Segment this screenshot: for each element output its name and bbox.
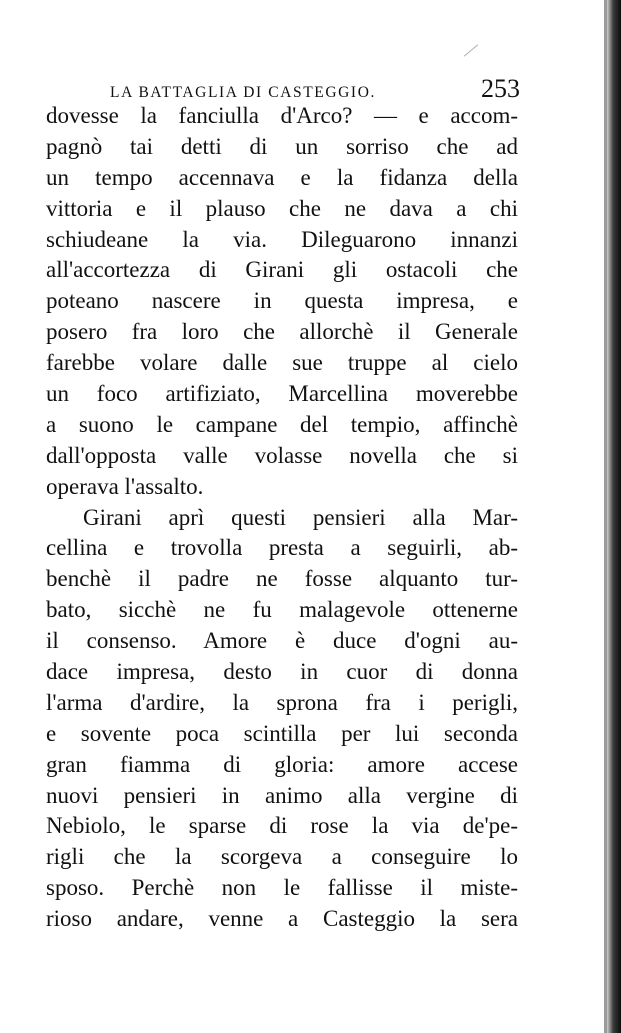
text-line: posero fra loro che allorchè il Generale xyxy=(46,319,518,345)
text-line: farebbe volare dalle sue truppe al cielo xyxy=(46,350,518,376)
text-line: a suono le campane del tempio, affinchè xyxy=(46,411,518,437)
running-title: LA BATTAGLIA DI CASTEGGIO. xyxy=(110,84,376,101)
text-line: dall'opposta valle volasse novella che si xyxy=(46,442,518,468)
text-line: poteano nascere in questa impresa, e xyxy=(46,288,518,314)
text-line: dace impresa, desto in cuor di donna xyxy=(46,659,518,685)
text-line: benchè il padre ne fosse alquanto tur- xyxy=(46,566,518,592)
paragraph-start-line: Girani aprì questi pensieri alla Mar- xyxy=(83,504,518,530)
text-line: vittoria e il plauso che ne dava a chi xyxy=(46,195,518,221)
text-line: sposo. Perchè non le fallisse il miste- xyxy=(46,875,518,901)
text-line: un foco artifiziato, Marcellina moverebbe xyxy=(46,381,518,407)
page-binding-edge xyxy=(607,0,621,1033)
text-line: e sovente poca scintilla per lui seconda xyxy=(46,720,518,746)
text-line: gran fiamma di gloria: amore accese xyxy=(46,751,518,777)
text-line: il consenso. Amore è duce d'ogni au- xyxy=(46,628,518,654)
paragraph-end-line: operava l'assalto. xyxy=(46,473,204,499)
text-line: bato, sicchè ne fu malagevole ottenerne xyxy=(46,597,518,623)
text-line: dovesse la fanciulla d'Arco? — e accom- xyxy=(46,103,518,128)
text-line: l'arma d'ardire, la sprona fra i perigli, xyxy=(46,689,518,715)
text-line: schiudeane la via. Dileguarono innanzi xyxy=(46,226,518,252)
text-line: pagnò tai detti di un sorriso che ad xyxy=(46,133,518,159)
text-line: un tempo accennava e la fidanza della xyxy=(46,164,518,190)
text-line: rioso andare, venne a Casteggio la sera xyxy=(46,906,518,932)
page-number: 253 xyxy=(481,74,520,103)
text-line: cellina e trovolla presta a seguirli, ab- xyxy=(46,535,518,561)
body-text xyxy=(46,101,518,935)
text-line: Nebiolo, le sparse di rose la via de'pe- xyxy=(46,813,518,839)
text-line: nuovi pensieri in animo alla vergine di xyxy=(46,782,518,808)
text-line: rigli che la scorgeva a conseguire lo xyxy=(46,844,518,870)
paper-mark xyxy=(464,44,478,56)
text-line: all'accortezza di Girani gli ostacoli che xyxy=(46,257,518,283)
